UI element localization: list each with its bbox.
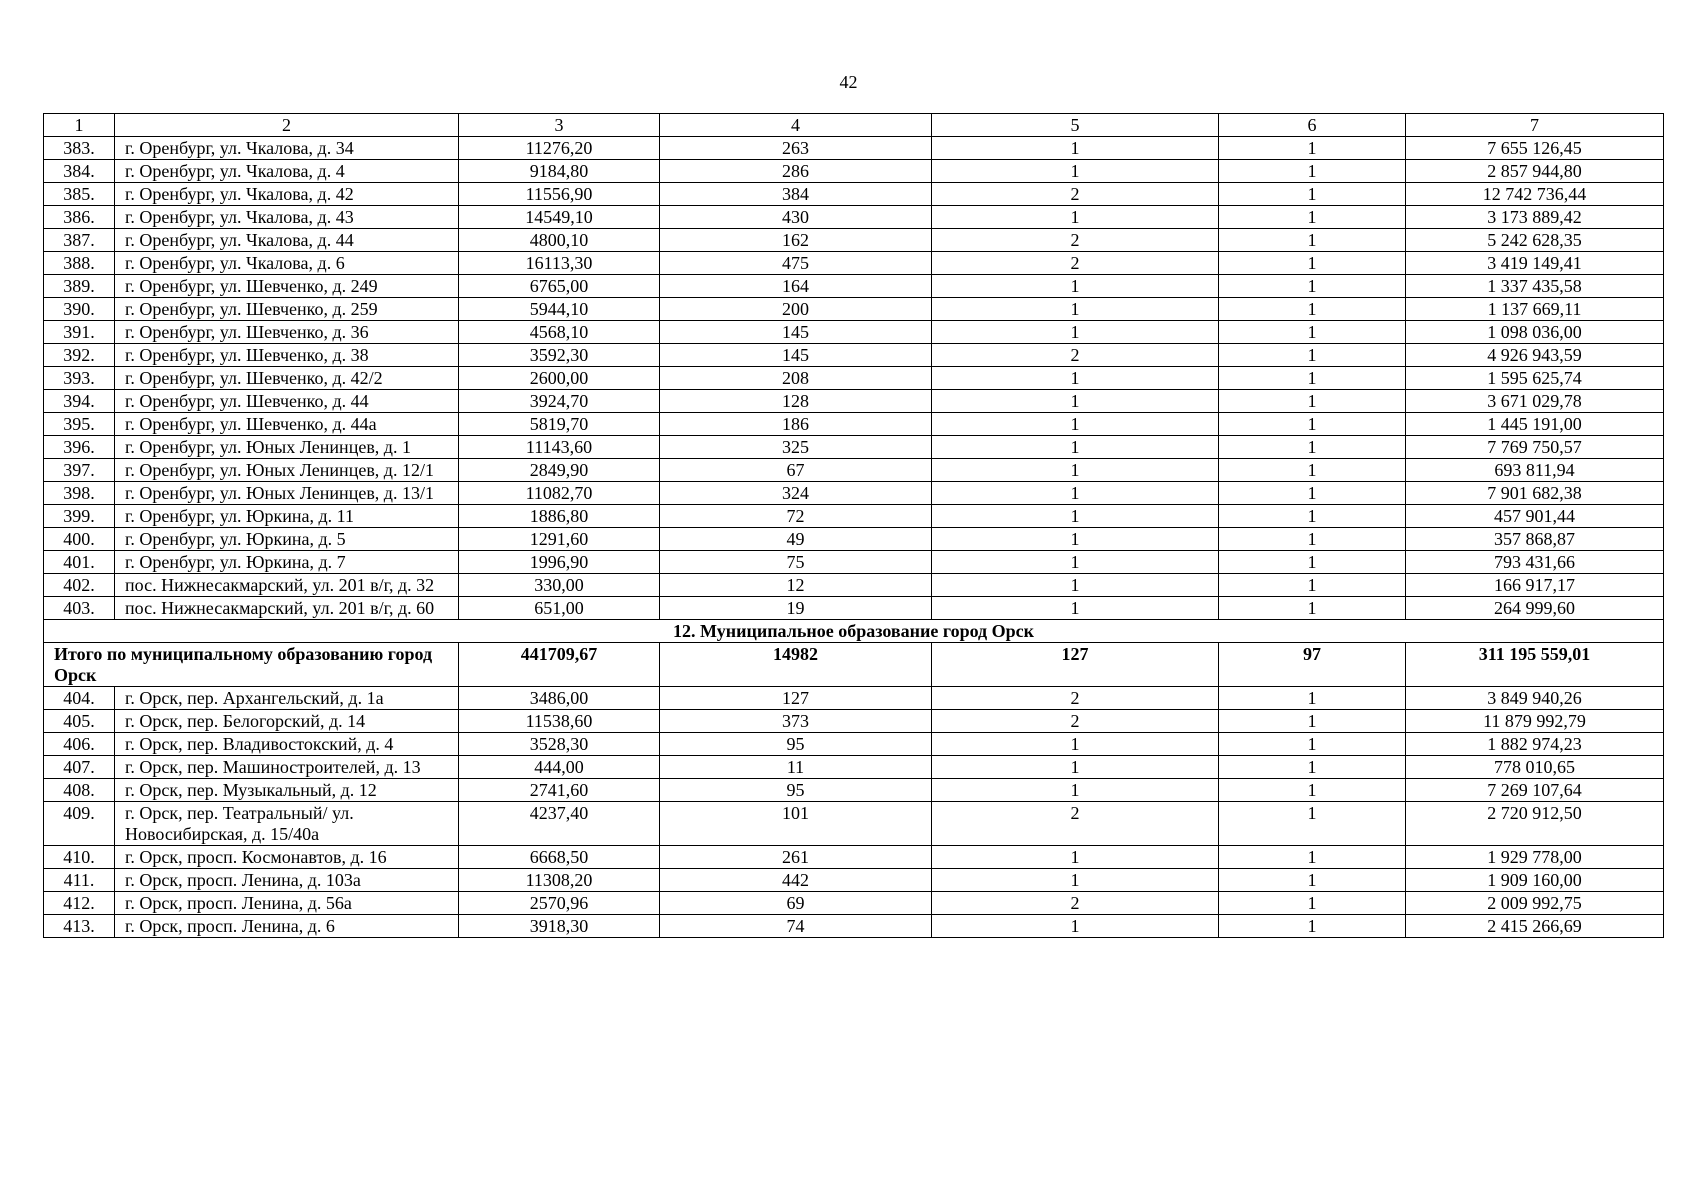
col6-cell: 1	[1219, 710, 1406, 733]
row-number: 383.	[44, 137, 115, 160]
cost-cell: 693 811,94	[1406, 459, 1664, 482]
header-cell: 4	[660, 114, 932, 137]
cost-cell: 778 010,65	[1406, 756, 1664, 779]
col5-cell: 2	[932, 892, 1219, 915]
address-cell: г. Орск, просп. Космонавтов, д. 16	[115, 846, 459, 869]
col6-cell: 1	[1219, 687, 1406, 710]
cost-cell: 3 849 940,26	[1406, 687, 1664, 710]
table-row	[44, 436, 1664, 459]
address-cell: г. Оренбург, ул. Шевченко, д. 42/2	[115, 367, 459, 390]
residents-cell: 286	[660, 160, 932, 183]
col6-cell: 1	[1219, 321, 1406, 344]
col5-cell: 1	[932, 551, 1219, 574]
cost-cell: 3 173 889,42	[1406, 206, 1664, 229]
table-row	[44, 229, 1664, 252]
residents-cell: 164	[660, 275, 932, 298]
cost-cell: 2 009 992,75	[1406, 892, 1664, 915]
table-row	[44, 710, 1664, 733]
address-cell: г. Орск, пер. Машиностроителей, д. 13	[115, 756, 459, 779]
table-row	[44, 298, 1664, 321]
cost-cell: 166 917,17	[1406, 574, 1664, 597]
area-cell: 4800,10	[459, 229, 660, 252]
col5-cell: 2	[932, 229, 1219, 252]
residents-cell: 261	[660, 846, 932, 869]
row-number: 395.	[44, 413, 115, 436]
col6-cell: 1	[1219, 137, 1406, 160]
area-cell: 2849,90	[459, 459, 660, 482]
table-row	[44, 733, 1664, 756]
col5-cell: 2	[932, 687, 1219, 710]
table-row	[44, 183, 1664, 206]
col5-cell: 1	[932, 436, 1219, 459]
area-cell: 2741,60	[459, 779, 660, 802]
table-row	[44, 528, 1664, 551]
col6-cell: 1	[1219, 229, 1406, 252]
address-cell: г. Оренбург, ул. Юркина, д. 11	[115, 505, 459, 528]
row-number: 396.	[44, 436, 115, 459]
cost-cell: 1 595 625,74	[1406, 367, 1664, 390]
col6-cell: 1	[1219, 802, 1406, 846]
row-number: 393.	[44, 367, 115, 390]
col5-cell: 1	[932, 756, 1219, 779]
cost-cell: 7 655 126,45	[1406, 137, 1664, 160]
housing-table	[43, 113, 1664, 938]
col6-cell: 1	[1219, 367, 1406, 390]
table-row	[44, 574, 1664, 597]
col5-cell: 1	[932, 321, 1219, 344]
cost-cell: 264 999,60	[1406, 597, 1664, 620]
cost-cell: 2 415 266,69	[1406, 915, 1664, 938]
residents-cell: 67	[660, 459, 932, 482]
total-row	[44, 643, 1664, 687]
col5-cell: 1	[932, 574, 1219, 597]
col6-cell: 1	[1219, 390, 1406, 413]
address-cell: г. Орск, пер. Архангельский, д. 1а	[115, 687, 459, 710]
address-cell: г. Оренбург, ул. Шевченко, д. 36	[115, 321, 459, 344]
row-number: 388.	[44, 252, 115, 275]
cost-cell: 5 242 628,35	[1406, 229, 1664, 252]
area-cell: 1886,80	[459, 505, 660, 528]
cost-cell: 1 929 778,00	[1406, 846, 1664, 869]
residents-cell: 12	[660, 574, 932, 597]
header-cell: 3	[459, 114, 660, 137]
col6-cell: 1	[1219, 344, 1406, 367]
area-cell: 3918,30	[459, 915, 660, 938]
col6-cell: 1	[1219, 298, 1406, 321]
total-value: 97	[1219, 643, 1406, 687]
col5-cell: 1	[932, 275, 1219, 298]
row-number: 399.	[44, 505, 115, 528]
residents-cell: 442	[660, 869, 932, 892]
col6-cell: 1	[1219, 733, 1406, 756]
area-cell: 3924,70	[459, 390, 660, 413]
col6-cell: 1	[1219, 275, 1406, 298]
address-cell: пос. Нижнесакмарский, ул. 201 в/г, д. 60	[115, 597, 459, 620]
col5-cell: 1	[932, 390, 1219, 413]
table-row	[44, 252, 1664, 275]
cost-cell: 2 720 912,50	[1406, 802, 1664, 846]
cost-cell: 4 926 943,59	[1406, 344, 1664, 367]
table-row	[44, 482, 1664, 505]
cost-cell: 3 671 029,78	[1406, 390, 1664, 413]
col5-cell: 1	[932, 298, 1219, 321]
residents-cell: 186	[660, 413, 932, 436]
row-number: 411.	[44, 869, 115, 892]
residents-cell: 324	[660, 482, 932, 505]
col5-cell: 1	[932, 915, 1219, 938]
table-row	[44, 321, 1664, 344]
row-number: 412.	[44, 892, 115, 915]
residents-cell: 208	[660, 367, 932, 390]
address-cell: г. Оренбург, ул. Шевченко, д. 38	[115, 344, 459, 367]
col6-cell: 1	[1219, 206, 1406, 229]
residents-cell: 75	[660, 551, 932, 574]
residents-cell: 127	[660, 687, 932, 710]
cost-cell: 2 857 944,80	[1406, 160, 1664, 183]
col6-cell: 1	[1219, 846, 1406, 869]
row-number: 410.	[44, 846, 115, 869]
address-cell: г. Оренбург, ул. Шевченко, д. 44	[115, 390, 459, 413]
residents-cell: 263	[660, 137, 932, 160]
cost-cell: 7 769 750,57	[1406, 436, 1664, 459]
table-row	[44, 390, 1664, 413]
total-value: 127	[932, 643, 1219, 687]
address-cell: г. Оренбург, ул. Чкалова, д. 44	[115, 229, 459, 252]
residents-cell: 95	[660, 779, 932, 802]
residents-cell: 384	[660, 183, 932, 206]
residents-cell: 200	[660, 298, 932, 321]
col5-cell: 2	[932, 252, 1219, 275]
col5-cell: 1	[932, 137, 1219, 160]
col6-cell: 1	[1219, 252, 1406, 275]
col6-cell: 1	[1219, 756, 1406, 779]
cost-cell: 7 901 682,38	[1406, 482, 1664, 505]
residents-cell: 162	[660, 229, 932, 252]
header-cell: 7	[1406, 114, 1664, 137]
col5-cell: 1	[932, 846, 1219, 869]
table-row	[44, 459, 1664, 482]
address-cell: г. Оренбург, ул. Юркина, д. 5	[115, 528, 459, 551]
residents-cell: 49	[660, 528, 932, 551]
table-row	[44, 137, 1664, 160]
table-row	[44, 505, 1664, 528]
col6-cell: 1	[1219, 183, 1406, 206]
table-row	[44, 275, 1664, 298]
area-cell: 11276,20	[459, 137, 660, 160]
row-number: 405.	[44, 710, 115, 733]
row-number: 385.	[44, 183, 115, 206]
cost-cell: 457 901,44	[1406, 505, 1664, 528]
row-number: 406.	[44, 733, 115, 756]
col5-cell: 1	[932, 206, 1219, 229]
area-cell: 11556,90	[459, 183, 660, 206]
area-cell: 1291,60	[459, 528, 660, 551]
cost-cell: 793 431,66	[1406, 551, 1664, 574]
cost-cell: 1 098 036,00	[1406, 321, 1664, 344]
row-number: 387.	[44, 229, 115, 252]
table-row	[44, 206, 1664, 229]
area-cell: 3592,30	[459, 344, 660, 367]
cost-cell: 1 337 435,58	[1406, 275, 1664, 298]
row-number: 402.	[44, 574, 115, 597]
area-cell: 5944,10	[459, 298, 660, 321]
col6-cell: 1	[1219, 413, 1406, 436]
residents-cell: 145	[660, 321, 932, 344]
area-cell: 6668,50	[459, 846, 660, 869]
cost-cell: 1 137 669,11	[1406, 298, 1664, 321]
total-label: Итого по муниципальному образованию город Орск	[44, 643, 459, 687]
area-cell: 5819,70	[459, 413, 660, 436]
table-row	[44, 846, 1664, 869]
residents-cell: 101	[660, 802, 932, 846]
table-row	[44, 160, 1664, 183]
cost-cell: 1 445 191,00	[1406, 413, 1664, 436]
row-number: 391.	[44, 321, 115, 344]
residents-cell: 11	[660, 756, 932, 779]
col5-cell: 2	[932, 710, 1219, 733]
col5-cell: 1	[932, 597, 1219, 620]
area-cell: 16113,30	[459, 252, 660, 275]
residents-cell: 19	[660, 597, 932, 620]
address-cell: г. Орск, просп. Ленина, д. 6	[115, 915, 459, 938]
residents-cell: 325	[660, 436, 932, 459]
residents-cell: 72	[660, 505, 932, 528]
address-cell: г. Оренбург, ул. Чкалова, д. 4	[115, 160, 459, 183]
col5-cell: 1	[932, 482, 1219, 505]
area-cell: 444,00	[459, 756, 660, 779]
col5-cell: 1	[932, 779, 1219, 802]
cost-cell: 3 419 149,41	[1406, 252, 1664, 275]
address-cell: пос. Нижнесакмарский, ул. 201 в/г, д. 32	[115, 574, 459, 597]
row-number: 394.	[44, 390, 115, 413]
col6-cell: 1	[1219, 459, 1406, 482]
total-value: 441709,67	[459, 643, 660, 687]
residents-cell: 69	[660, 892, 932, 915]
row-number: 413.	[44, 915, 115, 938]
cost-cell: 11 879 992,79	[1406, 710, 1664, 733]
area-cell: 4237,40	[459, 802, 660, 846]
col6-cell: 1	[1219, 915, 1406, 938]
row-number: 392.	[44, 344, 115, 367]
address-cell: г. Оренбург, ул. Юных Ленинцев, д. 1	[115, 436, 459, 459]
col5-cell: 2	[932, 802, 1219, 846]
col6-cell: 1	[1219, 779, 1406, 802]
col6-cell: 1	[1219, 505, 1406, 528]
col6-cell: 1	[1219, 597, 1406, 620]
table-body	[44, 114, 1664, 938]
header-cell: 1	[44, 114, 115, 137]
cost-cell: 7 269 107,64	[1406, 779, 1664, 802]
col6-cell: 1	[1219, 482, 1406, 505]
header-cell: 2	[115, 114, 459, 137]
address-cell: г. Орск, пер. Владивостокский, д. 4	[115, 733, 459, 756]
table-row	[44, 344, 1664, 367]
area-cell: 4568,10	[459, 321, 660, 344]
area-cell: 651,00	[459, 597, 660, 620]
table-row	[44, 367, 1664, 390]
area-cell: 330,00	[459, 574, 660, 597]
col6-cell: 1	[1219, 436, 1406, 459]
area-cell: 14549,10	[459, 206, 660, 229]
table-row	[44, 551, 1664, 574]
table-row	[44, 869, 1664, 892]
col5-cell: 1	[932, 505, 1219, 528]
area-cell: 6765,00	[459, 275, 660, 298]
address-cell: г. Оренбург, ул. Чкалова, д. 42	[115, 183, 459, 206]
cost-cell: 1 909 160,00	[1406, 869, 1664, 892]
row-number: 401.	[44, 551, 115, 574]
row-number: 398.	[44, 482, 115, 505]
address-cell: г. Оренбург, ул. Шевченко, д. 259	[115, 298, 459, 321]
cost-cell: 12 742 736,44	[1406, 183, 1664, 206]
residents-cell: 430	[660, 206, 932, 229]
area-cell: 11143,60	[459, 436, 660, 459]
header-row	[44, 114, 1664, 137]
col6-cell: 1	[1219, 574, 1406, 597]
area-cell: 2570,96	[459, 892, 660, 915]
residents-cell: 74	[660, 915, 932, 938]
col6-cell: 1	[1219, 869, 1406, 892]
table-row	[44, 687, 1664, 710]
col5-cell: 1	[932, 733, 1219, 756]
area-cell: 1996,90	[459, 551, 660, 574]
address-cell: г. Оренбург, ул. Чкалова, д. 6	[115, 252, 459, 275]
col6-cell: 1	[1219, 551, 1406, 574]
section-row	[44, 620, 1664, 643]
row-number: 404.	[44, 687, 115, 710]
col5-cell: 1	[932, 869, 1219, 892]
address-cell: г. Орск, просп. Ленина, д. 56а	[115, 892, 459, 915]
residents-cell: 128	[660, 390, 932, 413]
col5-cell: 2	[932, 344, 1219, 367]
col5-cell: 1	[932, 459, 1219, 482]
area-cell: 11308,20	[459, 869, 660, 892]
col6-cell: 1	[1219, 528, 1406, 551]
cost-cell: 1 882 974,23	[1406, 733, 1664, 756]
residents-cell: 373	[660, 710, 932, 733]
area-cell: 11538,60	[459, 710, 660, 733]
row-number: 407.	[44, 756, 115, 779]
col6-cell: 1	[1219, 160, 1406, 183]
row-number: 386.	[44, 206, 115, 229]
table-row	[44, 756, 1664, 779]
row-number: 390.	[44, 298, 115, 321]
col6-cell: 1	[1219, 892, 1406, 915]
address-cell: г. Оренбург, ул. Чкалова, д. 43	[115, 206, 459, 229]
section-title: 12. Муниципальное образование город Орск	[44, 620, 1664, 643]
col5-cell: 1	[932, 528, 1219, 551]
total-value: 311 195 559,01	[1406, 643, 1664, 687]
address-cell: г. Оренбург, ул. Шевченко, д. 249	[115, 275, 459, 298]
row-number: 389.	[44, 275, 115, 298]
col5-cell: 1	[932, 413, 1219, 436]
row-number: 400.	[44, 528, 115, 551]
area-cell: 3528,30	[459, 733, 660, 756]
address-cell: г. Оренбург, ул. Юных Ленинцев, д. 12/1	[115, 459, 459, 482]
address-cell: г. Оренбург, ул. Шевченко, д. 44а	[115, 413, 459, 436]
table-row	[44, 413, 1664, 436]
address-cell: г. Оренбург, ул. Юных Ленинцев, д. 13/1	[115, 482, 459, 505]
table-row	[44, 802, 1664, 846]
header-cell: 5	[932, 114, 1219, 137]
table-row	[44, 892, 1664, 915]
col5-cell: 2	[932, 183, 1219, 206]
total-value: 14982	[660, 643, 932, 687]
area-cell: 9184,80	[459, 160, 660, 183]
address-cell: г. Орск, пер. Белогорский, д. 14	[115, 710, 459, 733]
residents-cell: 145	[660, 344, 932, 367]
area-cell: 3486,00	[459, 687, 660, 710]
cost-cell: 357 868,87	[1406, 528, 1664, 551]
row-number: 397.	[44, 459, 115, 482]
residents-cell: 95	[660, 733, 932, 756]
residents-cell: 475	[660, 252, 932, 275]
col5-cell: 1	[932, 367, 1219, 390]
row-number: 408.	[44, 779, 115, 802]
address-cell: г. Орск, просп. Ленина, д. 103а	[115, 869, 459, 892]
row-number: 403.	[44, 597, 115, 620]
address-cell: г. Орск, пер. Музыкальный, д. 12	[115, 779, 459, 802]
table-row	[44, 779, 1664, 802]
address-cell: г. Оренбург, ул. Юркина, д. 7	[115, 551, 459, 574]
table-row	[44, 597, 1664, 620]
header-cell: 6	[1219, 114, 1406, 137]
col5-cell: 1	[932, 160, 1219, 183]
table-row	[44, 915, 1664, 938]
area-cell: 11082,70	[459, 482, 660, 505]
page-number: 42	[839, 72, 858, 92]
address-cell: г. Оренбург, ул. Чкалова, д. 34	[115, 137, 459, 160]
row-number: 409.	[44, 802, 115, 846]
area-cell: 2600,00	[459, 367, 660, 390]
address-cell: г. Орск, пер. Театральный/ ул. Новосибирская, д. 15/40а	[115, 802, 459, 846]
row-number: 384.	[44, 160, 115, 183]
